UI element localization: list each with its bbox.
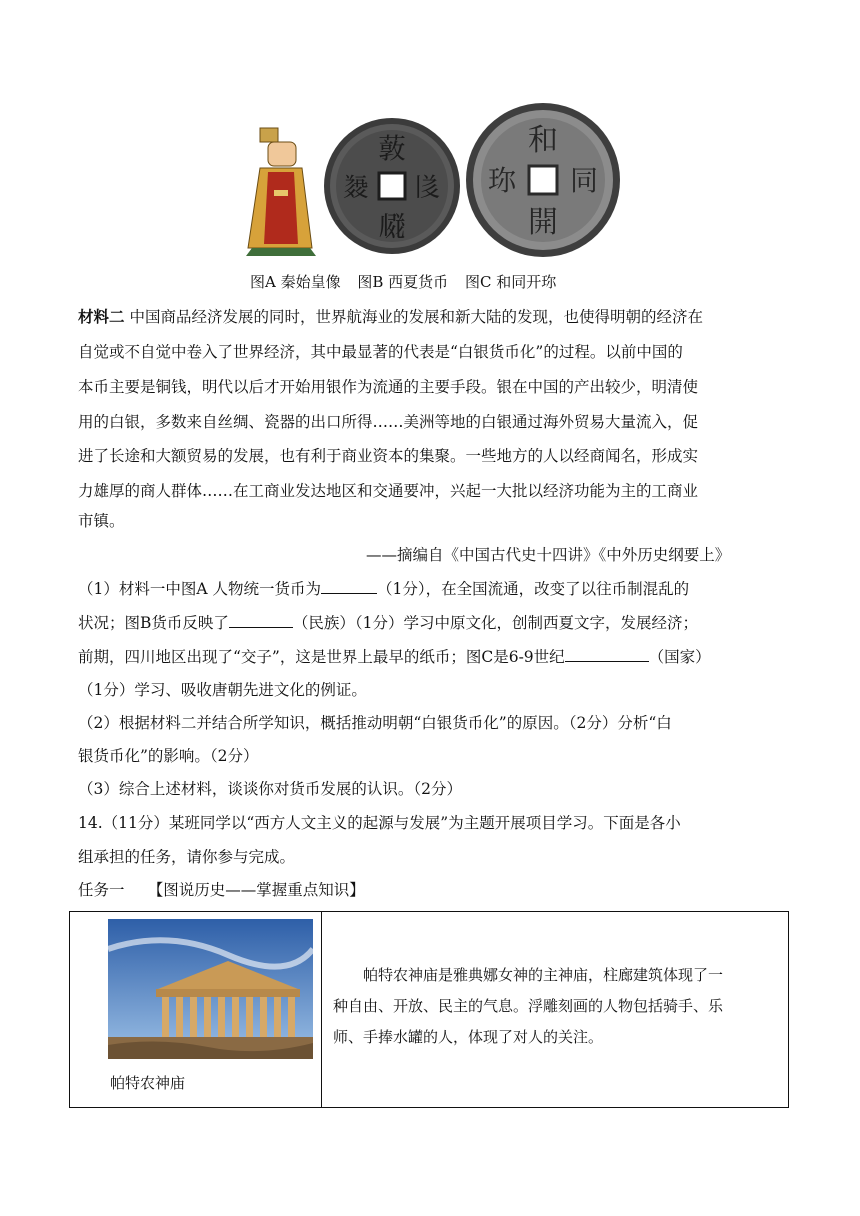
figures-row (238, 98, 628, 260)
desc-line-2: 种自由、开放、民主的气息。浮雕刻画的人物包括骑手、乐 (333, 997, 724, 1015)
coin-b-char-bottom: 𗆧 (377, 210, 407, 243)
material2-source: ——摘编自《中国古代史十四讲》《中外历史纲要上》 (366, 546, 731, 564)
coin-b-char-right: 𗁅 (414, 173, 442, 203)
wado-kaichin-coin (466, 103, 620, 257)
material2-line-2: 自觉或不自觉中卷入了世界经济，其中最显著的代表是“白银货币化”的过程。以前中国的 (78, 343, 683, 361)
caption-a: 图A 秦始皇像 (250, 273, 341, 291)
desc-line-1: 帕特农神庙是雅典娜女神的主神庙，柱廊建筑体现了一 (333, 966, 724, 984)
q14-line-1: 14.（11分）某班同学以“西方人文主义的起源与发展”为主题开展项目学习。下面是各小 (78, 814, 681, 832)
caption-c: 图C 和同开珎 (464, 273, 557, 291)
coin-b-char-top: 䔻 (377, 132, 407, 165)
material2-line-7: 市镇。 (78, 512, 125, 530)
q14-line-2: 组承担的任务，请你参与完成。 (78, 848, 296, 866)
material2-line-4: 用的白银，多数来自丝绸、瓷器的出口所得……美洲等地的白银通过海外贸易大量流入，促 (78, 413, 699, 431)
q1-line-2: 状况；图B货币反映了 （民族）（1分）学习中原文化，创制西夏文字，发展经济； (78, 614, 699, 632)
q1-line-3: 前期，四川地区出现了“交子”，这是世界上最早的纸币；图C是6-9世纪 （国家） (78, 648, 711, 666)
task1-heading: 任务一 【图说历史——掌握重点知识】 (78, 881, 365, 899)
material2-line-6: 力雄厚的商人群体……在工商业发达地区和交通要冲，兴起一大批以经济功能为主的工商业 (78, 482, 699, 500)
coin-b-char-left: 𘐀 (342, 173, 370, 203)
material2-label: 材料二 (78, 307, 125, 326)
table-divider (321, 912, 322, 1107)
qin-shihuang-portrait (246, 128, 316, 256)
q1-blank-3[interactable] (565, 646, 649, 662)
desc-line-3: 师、手捧水罐的人，体现了对人的关注。 (333, 1028, 604, 1046)
coin-c-char-top: 和 (528, 123, 558, 158)
material2-line-1: 材料二 中国商品经济发展的同时，世界航海业的发展和新大陆的发现，也使得明朝的经济在 (78, 307, 703, 326)
q1-line-4: （1分）学习、吸收唐朝先进文化的例证。 (78, 681, 367, 699)
q1-blank-1[interactable] (321, 578, 377, 594)
q2-line-1: （2）根据材料二并结合所学知识，概括推动明朝“白银货币化”的原因。（2分）分析“白 (78, 714, 672, 732)
photo-caption: 帕特农神庙 (110, 1074, 186, 1092)
q1-blank-2[interactable] (229, 612, 293, 628)
coin-c-char-bottom: 開 (528, 205, 558, 240)
material2-line-3: 本币主要是铜钱，明代以后才开始用银作为流通的主要手段。银在中国的产出较少，明清使 (78, 378, 699, 396)
parthenon-description (333, 960, 783, 1053)
material2-line-5: 进了长途和大额贸易的发展，也有利于商业资本的集聚。一些地方的人以经商闻名，形成实 (78, 447, 699, 465)
q1-line-1: （1）材料一中图A 人物统一货币为 （1分），在全国流通，改变了以往币制混乱的 (78, 580, 690, 598)
task-table (69, 911, 789, 1108)
figure-caption (250, 272, 568, 292)
coin-c-char-left: 珎 (487, 164, 517, 197)
q3-line: （3）综合上述材料，谈谈你对货币发展的认识。（2分） (78, 780, 462, 798)
xixia-coin (324, 118, 460, 254)
parthenon-photo (108, 919, 313, 1059)
caption-b: 图B 西夏货币 (357, 273, 449, 291)
coin-c-char-right: 同 (569, 164, 599, 197)
q2-line-2: 银货币化”的影响。（2分） (78, 747, 259, 765)
